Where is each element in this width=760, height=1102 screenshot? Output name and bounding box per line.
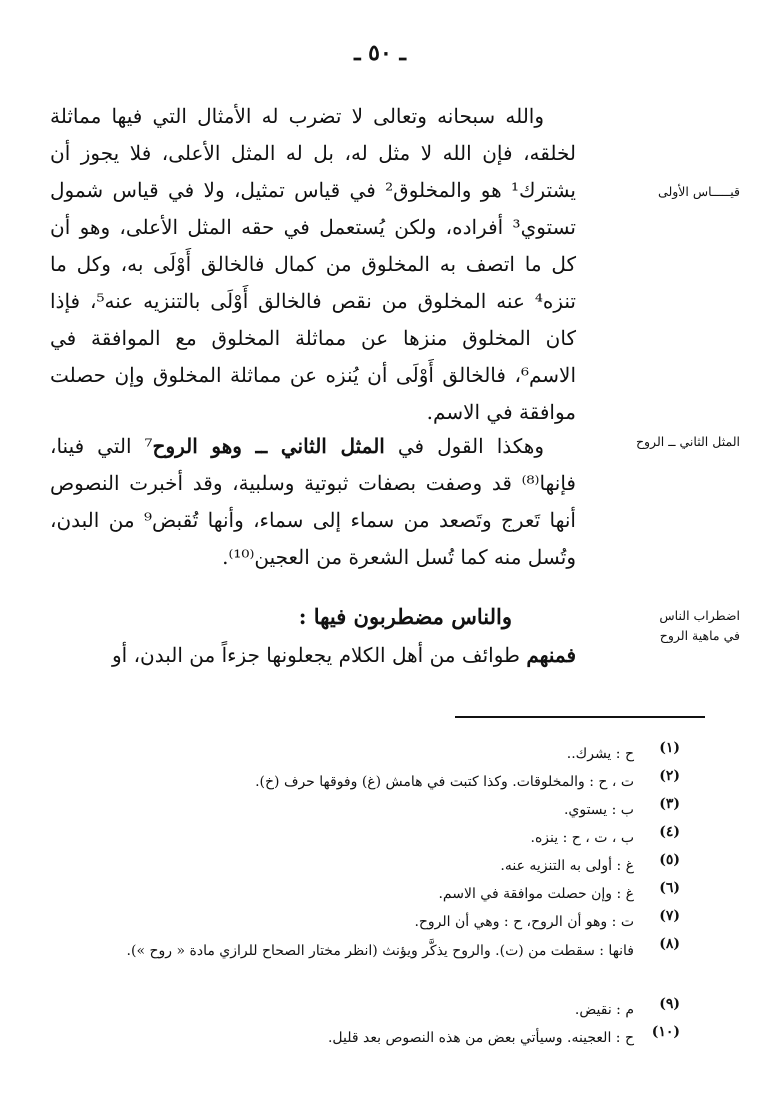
footnote [80, 996, 680, 1024]
footnote-number: (٢) [659, 768, 680, 784]
footnote-text: ح : يشرك.. [566, 746, 634, 762]
footnote-text: ت ، ح : والمخلوقات. وكذا كتبت في هامش (غ) وفوقها حرف (خ). [255, 774, 634, 790]
footnote-number: (١) [659, 740, 680, 756]
footnotes [80, 740, 680, 1052]
paragraph-3-rest: طوائف من أهل الكلام يجعلونها جزءاً من البدن، أو [112, 643, 527, 667]
margin-note-second-example: المثل الثاني ــ الروح [635, 434, 740, 449]
footnote-number: (٥) [659, 852, 680, 868]
paragraph-2-text [50, 428, 576, 576]
footnote [80, 824, 680, 852]
footnote-text: غ : أولى به التنزيه عنه. [500, 858, 634, 874]
footnote [80, 740, 680, 768]
footnote-text: ب : يستوي. [563, 802, 634, 818]
footnote-text: ت : وهو أن الروح، ح : وهي أن الروح. [414, 914, 634, 930]
footnote-text: م : نقيض. [574, 1002, 634, 1018]
footnote [80, 852, 680, 880]
footnote-text: فانها : سقطت من (ت). والروح يذكَّر ويؤنث (انظر مختار الصحاح للرازي مادة « روح »). [126, 943, 634, 959]
paragraph-3 [50, 598, 576, 678]
footnote-text: ح : العجينه. وسيأتي بعض من هذه النصوص بعد قليل. [327, 1030, 634, 1046]
paragraph-2 [50, 428, 576, 578]
footnote-number: (٣) [659, 796, 680, 812]
footnote-text: ب ، ت ، ح : ينزه. [530, 830, 634, 846]
footnote-number: (١٠) [651, 1024, 680, 1040]
paragraph-3-heading: والناس مضطربون فيها : [298, 604, 512, 629]
footnote-number: (٨) [659, 936, 680, 952]
footnote [80, 1024, 680, 1052]
footnote [80, 936, 680, 996]
paragraph-1 [50, 98, 576, 424]
footnote [80, 768, 680, 796]
footnote-number: (٧) [659, 908, 680, 924]
paragraph-2-intro: وهكذا القول في [397, 434, 545, 458]
page-number: ـ ٥٠ ـ [354, 40, 406, 66]
footnote [80, 880, 680, 908]
footnote-text: غ : وإن حصلت موافقة في الاسم. [438, 886, 634, 902]
footnote-number: (٦) [659, 880, 680, 896]
margin-note-confusion: اضطراب الناس في ماهية الروح [659, 608, 740, 643]
footnote [80, 796, 680, 824]
paragraph-2-rest: ⁷ التي فينا، فإنها⁽⁸⁾ قد وصفت بصفات ثبوتية وسلبية، وقد أخبرت النصوص أنها تَعرج وتَصعد من سماء إلى سماء، وأنها تُقبض⁹ من البدن، وتُسل منه كما تُسل الشعرة من العجين⁽¹⁰⁾. [50, 434, 576, 569]
paragraph-2-bold: المثل الثاني ــ وهو الروح [152, 434, 385, 458]
footnote-divider [455, 716, 705, 718]
margin-note-qiyas: قيـــــاس الأولى [658, 184, 740, 199]
paragraph-3-lead: فمنهم [526, 643, 576, 667]
footnote [80, 908, 680, 936]
paragraph-1-text: والله سبحانه وتعالى لا تضرب له الأمثال التي فيها مماثلة لخلقه، فإن الله لا مثل له، بل له المثل الأعلى، فلا يجوز أن يشترك¹ هو والمخلوق² في قياس تمثيل، ولا في قياس شمول تستوي³ أفراده، ولكن يُستعمل في حقه المثل الأعلى، وهو أن كل ما اتصف به المخلوق من كمال فالخالق أَوْلَى به، وكل ما تنزه⁴ عنه المخلوق من نقص فالخالق أَوْلَى بالتنزيه عنه⁵، فإذا كان المخلوق منزها عن مماثلة المخلوق مع الموافقة في الاسم⁶، فالخالق أَوْلَى أن يُنزه عن مماثلة المخلوق وإن حصلت موافقة في الاسم. [50, 104, 576, 424]
paragraph-3-text [50, 637, 576, 674]
footnote-number: (٤) [659, 824, 680, 840]
footnote-number: (٩) [659, 996, 680, 1012]
